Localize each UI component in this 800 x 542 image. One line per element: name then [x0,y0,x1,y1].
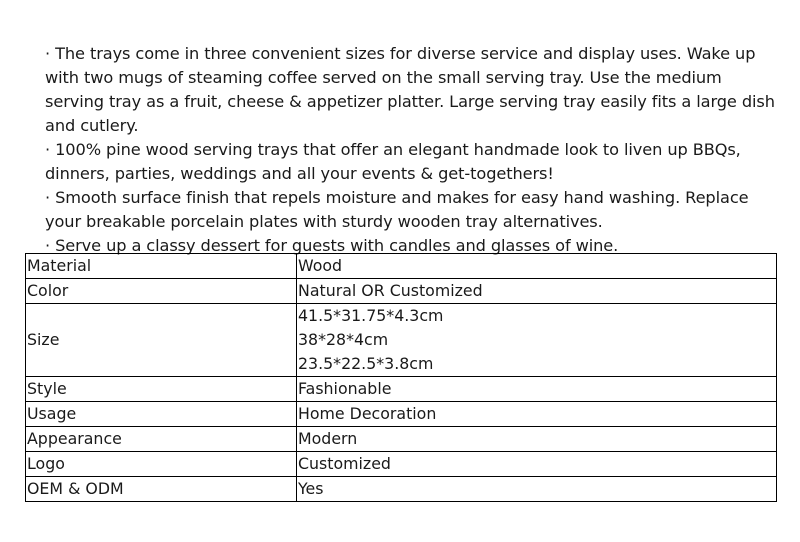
spec-value-logo: Customized [297,452,777,477]
spec-key-material: Material [26,254,297,279]
spec-key-oem-odm: OEM & ODM [26,477,297,502]
spec-value-oem-odm: Yes [297,477,777,502]
spec-key-size: Size [26,304,297,377]
table-row [26,304,777,377]
specification-table [25,253,777,502]
table-row [26,377,777,402]
size-large: 41.5*31.75*4.3cm [298,306,444,325]
table-row [26,402,777,427]
spec-key-logo: Logo [26,452,297,477]
spec-value-material: Wood [297,254,777,279]
spec-value-style: Fashionable [297,377,777,402]
description-bullet: · The trays come in three convenient sizes for diverse service and display uses. Wake up with two mugs of steaming coffee served on the small serving tray. Use the medium serving tray as a fruit, cheese & appetizer platter. Large serving tray easily fits a large dish and cutlery. [45,44,775,135]
table-row [26,279,777,304]
description-bullet: · Smooth surface finish that repels moisture and makes for easy hand washing. Replace your breakable porcelain plates with sturdy wooden tray alternatives. [45,188,749,231]
size-medium: 38*28*4cm [298,330,389,349]
table-row [26,452,777,477]
description-bullet: · Serve up a classy dessert for guests with candles and glasses of wine. [45,236,619,255]
table-row [26,427,777,452]
spec-key-usage: Usage [26,402,297,427]
spec-value-appearance: Modern [297,427,777,452]
table-row [26,254,777,279]
spec-value-size [297,304,777,377]
spec-value-color: Natural OR Customized [297,279,777,304]
spec-key-appearance: Appearance [26,427,297,452]
spec-key-color: Color [26,279,297,304]
product-description [45,42,785,258]
table-row [26,477,777,502]
description-bullet: · 100% pine wood serving trays that offer an elegant handmade look to liven up BBQs, dinners, parties, weddings and all your events & get-togethers! [45,140,741,183]
size-small: 23.5*22.5*3.8cm [298,354,434,373]
spec-value-usage: Home Decoration [297,402,777,427]
spec-key-style: Style [26,377,297,402]
